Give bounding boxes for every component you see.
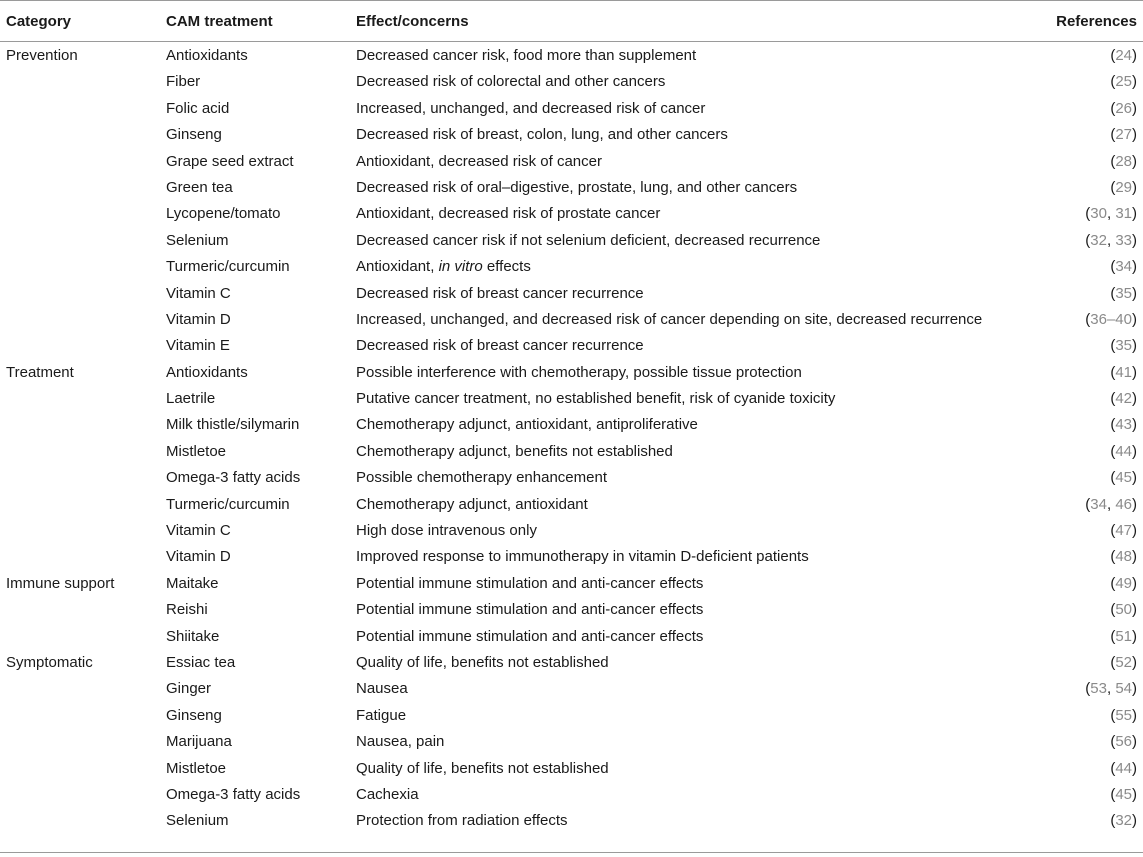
cell-cam-treatment: Selenium — [166, 231, 229, 249]
table-row — [0, 359, 1143, 385]
cell-cam-treatment: Marijuana — [166, 733, 232, 751]
cell-references: (44) — [1110, 759, 1137, 777]
table-row — [0, 570, 1143, 596]
reference-link[interactable]: 27 — [1115, 126, 1132, 144]
cell-cam-treatment: Folic acid — [166, 99, 230, 117]
reference-link[interactable]: 32 — [1115, 812, 1132, 830]
reference-link[interactable]: 49 — [1115, 574, 1132, 592]
table-row — [0, 411, 1143, 437]
reference-link[interactable]: 29 — [1115, 178, 1132, 196]
header-effect-concerns: Effect/concerns — [356, 13, 469, 30]
cell-effect-concerns: Potential immune stimulation and anti-cancer effects — [356, 574, 704, 592]
cell-effect-concerns: Chemotherapy adjunct, antioxidant — [356, 495, 588, 513]
cell-cam-treatment: Mistletoe — [166, 759, 227, 777]
reference-link[interactable]: 35 — [1115, 337, 1132, 355]
cell-cam-treatment: Turmeric/curcumin — [166, 495, 290, 513]
reference-link[interactable]: 50 — [1115, 601, 1132, 619]
table-row — [0, 253, 1143, 279]
cell-references: (51) — [1110, 627, 1137, 645]
table-row — [0, 491, 1143, 517]
cell-references: (32) — [1110, 812, 1137, 830]
reference-link[interactable]: 56 — [1115, 733, 1132, 751]
cell-references: (24) — [1110, 47, 1137, 64]
reference-link[interactable]: 48 — [1115, 548, 1132, 566]
table-row — [0, 649, 1143, 675]
cell-cam-treatment: Ginseng — [166, 706, 222, 724]
effect-text: effects — [482, 258, 531, 276]
cell-references: (32, 33) — [1085, 231, 1137, 249]
cell-category: Immune support — [6, 574, 115, 592]
cell-cam-treatment: Omega-3 fatty acids — [166, 785, 301, 803]
table-row — [0, 438, 1143, 464]
cell-effect-concerns: Increased, unchanged, and decreased risk of cancer depending on site, decreased recurrence — [356, 310, 983, 328]
cell-effect-concerns: Potential immune stimulation and anti-cancer effects — [356, 627, 704, 645]
cell-effect-concerns: Potential immune stimulation and anti-cancer effects — [356, 601, 704, 619]
cell-cam-treatment: Antioxidants — [166, 363, 248, 381]
cell-cam-treatment: Antioxidants — [166, 47, 248, 64]
reference-link[interactable]: 36–40 — [1090, 310, 1132, 328]
cell-references: (35) — [1110, 284, 1137, 302]
table-row — [0, 306, 1143, 332]
cell-references: (42) — [1110, 390, 1137, 408]
cell-cam-treatment: Grape seed extract — [166, 152, 294, 170]
reference-link[interactable]: 46 — [1115, 495, 1132, 513]
table-row — [0, 174, 1143, 200]
table-row — [0, 148, 1143, 174]
cell-cam-treatment: Ginger — [166, 680, 212, 698]
table-row — [0, 280, 1143, 306]
cell-cam-treatment: Omega-3 fatty acids — [166, 469, 301, 487]
cell-cam-treatment: Vitamin C — [166, 522, 231, 540]
cell-effect-concerns: Antioxidant, decreased risk of prostate cancer — [356, 205, 661, 223]
cell-cam-treatment: Vitamin D — [166, 310, 231, 328]
table-row — [0, 121, 1143, 147]
table-row — [0, 517, 1143, 543]
table-row — [0, 227, 1143, 253]
cell-references: (49) — [1110, 574, 1137, 592]
reference-link[interactable]: 24 — [1115, 47, 1132, 64]
reference-link[interactable]: 47 — [1115, 522, 1132, 540]
cell-effect-concerns: Decreased risk of breast cancer recurrence — [356, 337, 644, 355]
table-row — [0, 200, 1143, 226]
cell-references: (50) — [1110, 601, 1137, 619]
reference-link[interactable]: 25 — [1115, 73, 1132, 91]
table-body — [0, 42, 1143, 834]
cell-references: (36–40) — [1085, 310, 1137, 328]
table-row — [0, 543, 1143, 569]
reference-link[interactable]: 45 — [1115, 469, 1132, 487]
cell-references: (48) — [1110, 548, 1137, 566]
cell-effect-concerns: Decreased risk of breast cancer recurrence — [356, 284, 644, 302]
table-row — [0, 464, 1143, 490]
cell-effect-concerns: Quality of life, benefits not established — [356, 653, 609, 671]
reference-link[interactable]: 35 — [1115, 284, 1132, 302]
cell-references: (27) — [1110, 126, 1137, 144]
cell-cam-treatment: Shiitake — [166, 627, 220, 645]
reference-link[interactable]: 44 — [1115, 442, 1132, 460]
cell-references: (43) — [1110, 416, 1137, 434]
table-row — [0, 807, 1143, 833]
cell-cam-treatment: Vitamin D — [166, 548, 231, 566]
cell-effect-concerns: Improved response to immunotherapy in vitamin D-deficient patients — [356, 548, 809, 566]
cell-cam-treatment: Essiac tea — [166, 653, 236, 671]
table-row — [0, 728, 1143, 754]
table-row — [0, 702, 1143, 728]
reference-link[interactable]: 44 — [1115, 759, 1132, 777]
table-row — [0, 42, 1143, 68]
header-references: References — [1056, 13, 1137, 30]
table-row — [0, 623, 1143, 649]
cell-cam-treatment: Lycopene/tomato — [166, 205, 281, 223]
reference-link[interactable]: 34 — [1115, 258, 1132, 276]
effect-italic-text: in vitro — [438, 258, 483, 276]
reference-link[interactable]: 34 — [1090, 495, 1107, 513]
cell-effect-concerns: Nausea, pain — [356, 733, 445, 751]
reference-link[interactable]: 55 — [1115, 706, 1132, 724]
cell-effect-concerns: Nausea — [356, 680, 408, 698]
cell-cam-treatment: Vitamin C — [166, 284, 231, 302]
cell-references: (45) — [1110, 785, 1137, 803]
cell-references: (26) — [1110, 99, 1137, 117]
reference-link[interactable]: 51 — [1115, 627, 1132, 645]
reference-link[interactable]: 42 — [1115, 390, 1132, 408]
reference-link[interactable]: 54 — [1115, 680, 1132, 698]
cell-cam-treatment: Reishi — [166, 601, 208, 619]
table-row — [0, 385, 1143, 411]
cell-cam-treatment: Green tea — [166, 178, 233, 196]
cell-cam-treatment: Selenium — [166, 812, 229, 830]
cell-references: (34, 46) — [1085, 495, 1137, 513]
table-bottom-rule — [0, 852, 1143, 853]
cell-references: (47) — [1110, 522, 1137, 540]
cell-cam-treatment: Fiber — [166, 73, 201, 91]
cell-effect-concerns: Decreased risk of colorectal and other cancers — [356, 73, 666, 91]
cell-cam-treatment: Laetrile — [166, 390, 216, 408]
cell-references: (56) — [1110, 733, 1137, 751]
cell-effect-concerns: Increased, unchanged, and decreased risk of cancer — [356, 99, 706, 117]
table-row — [0, 95, 1143, 121]
reference-link[interactable]: 28 — [1115, 152, 1132, 170]
cell-effect-concerns: Chemotherapy adjunct, benefits not established — [356, 442, 673, 460]
reference-link[interactable]: 53 — [1090, 680, 1107, 698]
header-cam-treatment: CAM treatment — [166, 13, 273, 30]
cell-effect-concerns: Protection from radiation effects — [356, 812, 568, 830]
table-row — [0, 596, 1143, 622]
cell-cam-treatment: Mistletoe — [166, 442, 227, 460]
reference-link[interactable]: 41 — [1115, 363, 1132, 381]
cell-effect-concerns: Cachexia — [356, 785, 419, 803]
cell-references: (41) — [1110, 363, 1137, 381]
cell-references: (29) — [1110, 178, 1137, 196]
cell-effect-concerns: Possible chemotherapy enhancement — [356, 469, 607, 487]
cell-references: (28) — [1110, 152, 1137, 170]
cell-effect-concerns — [356, 258, 531, 275]
reference-link[interactable]: 43 — [1115, 416, 1132, 434]
cell-references: (52) — [1110, 653, 1137, 671]
cell-cam-treatment: Ginseng — [166, 126, 222, 144]
cell-effect-concerns: Decreased cancer risk, food more than supplement — [356, 47, 697, 64]
reference-link[interactable]: 26 — [1115, 99, 1132, 117]
cell-cam-treatment: Maitake — [166, 574, 219, 592]
reference-link[interactable]: 30 — [1090, 205, 1107, 223]
cell-references: (53, 54) — [1085, 680, 1137, 698]
cell-category: Prevention — [6, 47, 78, 64]
table-row — [0, 332, 1143, 358]
cell-effect-concerns: Decreased risk of breast, colon, lung, and other cancers — [356, 126, 728, 144]
cell-references: (44) — [1110, 442, 1137, 460]
header-category: Category — [6, 13, 72, 30]
cell-effect-concerns: Antioxidant, decreased risk of cancer — [356, 152, 602, 170]
cell-cam-treatment: Milk thistle/silymarin — [166, 416, 300, 434]
table-row — [0, 68, 1143, 94]
reference-link[interactable]: 52 — [1115, 653, 1132, 671]
reference-link[interactable]: 32 — [1090, 231, 1107, 249]
reference-link[interactable]: 45 — [1115, 785, 1132, 803]
cell-references: (30, 31) — [1085, 205, 1137, 223]
cell-references: (55) — [1110, 706, 1137, 724]
table-row — [0, 781, 1143, 807]
cell-references: (34) — [1110, 258, 1137, 276]
cell-references: (35) — [1110, 337, 1137, 355]
cell-cam-treatment: Turmeric/curcumin — [166, 258, 290, 276]
reference-link[interactable]: 33 — [1115, 231, 1132, 249]
effect-text: Antioxidant, — [356, 258, 439, 276]
table-row — [0, 755, 1143, 781]
cell-effect-concerns: Putative cancer treatment, no established benefit, risk of cyanide toxicity — [356, 390, 836, 408]
cell-effect-concerns: High dose intravenous only — [356, 522, 537, 540]
cell-effect-concerns: Decreased risk of oral–digestive, prostate, lung, and other cancers — [356, 178, 798, 196]
cell-references: (45) — [1110, 469, 1137, 487]
cell-effect-concerns: Chemotherapy adjunct, antioxidant, antiproliferative — [356, 416, 698, 434]
cell-effect-concerns: Possible interference with chemotherapy, possible tissue protection — [356, 363, 802, 381]
table-header — [0, 0, 1143, 42]
reference-link[interactable]: 31 — [1115, 205, 1132, 223]
cell-effect-concerns: Quality of life, benefits not established — [356, 759, 609, 777]
cell-effect-concerns: Decreased cancer risk if not selenium deficient, decreased recurrence — [356, 231, 821, 249]
cell-references: (25) — [1110, 73, 1137, 91]
table-row — [0, 675, 1143, 701]
cell-category: Treatment — [6, 363, 74, 381]
cell-category: Symptomatic — [6, 653, 93, 671]
cell-effect-concerns: Fatigue — [356, 706, 407, 724]
cell-cam-treatment: Vitamin E — [166, 337, 230, 355]
